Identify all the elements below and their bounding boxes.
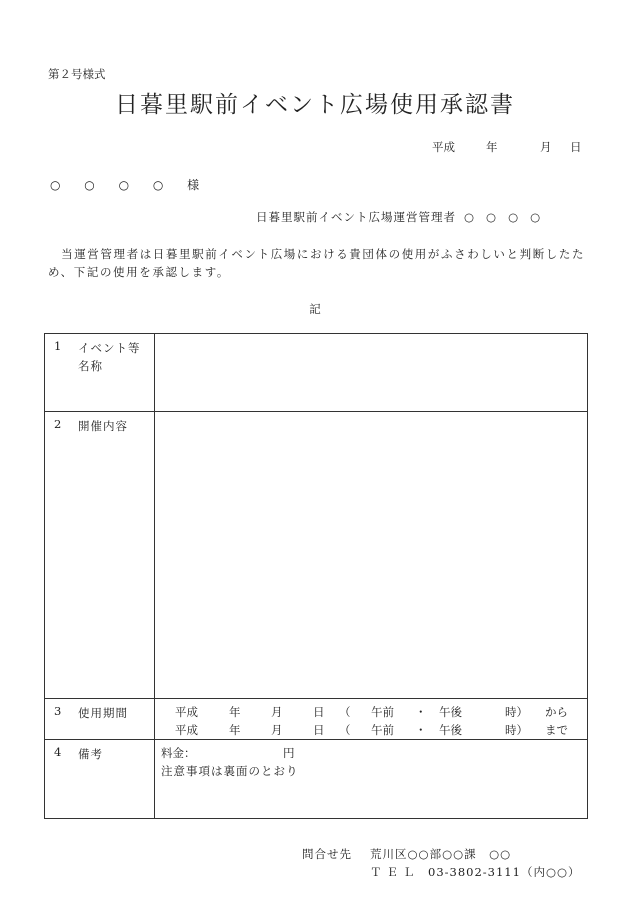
contact-tel-number: 03-3802-3111（内○○） [428, 865, 581, 879]
event-content-field[interactable] [155, 412, 587, 698]
date-day: 日 [570, 140, 582, 154]
fee-label: 料金： [161, 746, 196, 760]
period-open-paren: （ [339, 705, 351, 719]
period-from: から [545, 705, 568, 719]
sender [256, 209, 552, 225]
period-era: 平成 [175, 723, 198, 737]
row-label-cell [45, 412, 155, 698]
row-number: 4 [54, 745, 62, 759]
table-row [45, 699, 587, 740]
addressee: ○ ○ ○ ○ 様 [50, 178, 210, 192]
approval-statement: 当運営管理者は日暮里駅前イベント広場における貴団体の使用がふさわしいと判断したため、下記の使用を承認します。 [48, 247, 586, 279]
fee-yen: 円 [283, 746, 295, 760]
row-label-cell [45, 740, 155, 818]
remarks-field[interactable] [155, 740, 587, 818]
row-label-cell [45, 699, 155, 739]
table-row [45, 334, 587, 412]
date-era: 平成 [432, 140, 455, 154]
table-row [45, 740, 587, 818]
table-row [45, 412, 587, 699]
period-year: 年 [229, 723, 241, 737]
approval-table [44, 333, 588, 819]
period-day: 日 [313, 705, 325, 719]
period-day: 日 [313, 723, 325, 737]
date-month: 月 [540, 140, 552, 154]
ki-heading: 記 [309, 302, 321, 316]
usage-period-field[interactable] [155, 699, 587, 739]
form-number: 第２号様式 [48, 67, 106, 81]
row-number: 1 [54, 339, 62, 353]
event-name-field[interactable] [155, 334, 587, 411]
row-label: 開催内容 [78, 419, 128, 433]
period-hour: 時） [505, 705, 528, 719]
row-label: イベント等名称 [78, 341, 141, 373]
period-open-paren: （ [339, 723, 351, 737]
period-am: 午前 [371, 705, 394, 719]
period-to: まで [545, 723, 568, 737]
sender-label: 日暮里駅前イベント広場運営管理者 [256, 210, 456, 224]
contact-label: 問合せ先 [302, 847, 352, 861]
period-month: 月 [271, 705, 283, 719]
period-era: 平成 [175, 705, 198, 719]
row-number: 2 [54, 417, 62, 431]
row-label-cell [45, 334, 155, 411]
date-year: 年 [486, 140, 498, 154]
row-label: 使用期間 [78, 706, 128, 720]
sender-name: ○○○○ [464, 210, 553, 224]
period-year: 年 [229, 705, 241, 719]
contact-tel-label: ＴＥＬ [370, 865, 420, 879]
contact-department: 荒川区○○部○○課 ○○ [370, 847, 512, 861]
period-pm: 午後 [439, 723, 462, 737]
row-number: 3 [54, 704, 62, 718]
period-am: 午前 [371, 723, 394, 737]
document-title: 日暮里駅前イベント広場使用承認書 [115, 92, 515, 118]
period-dot: ・ [415, 705, 427, 719]
period-pm: 午後 [439, 705, 462, 719]
row-label: 備考 [78, 747, 103, 761]
period-month: 月 [271, 723, 283, 737]
period-dot: ・ [415, 723, 427, 737]
period-hour: 時） [505, 723, 528, 737]
remarks-note: 注意事項は裏面のとおり [161, 764, 299, 778]
